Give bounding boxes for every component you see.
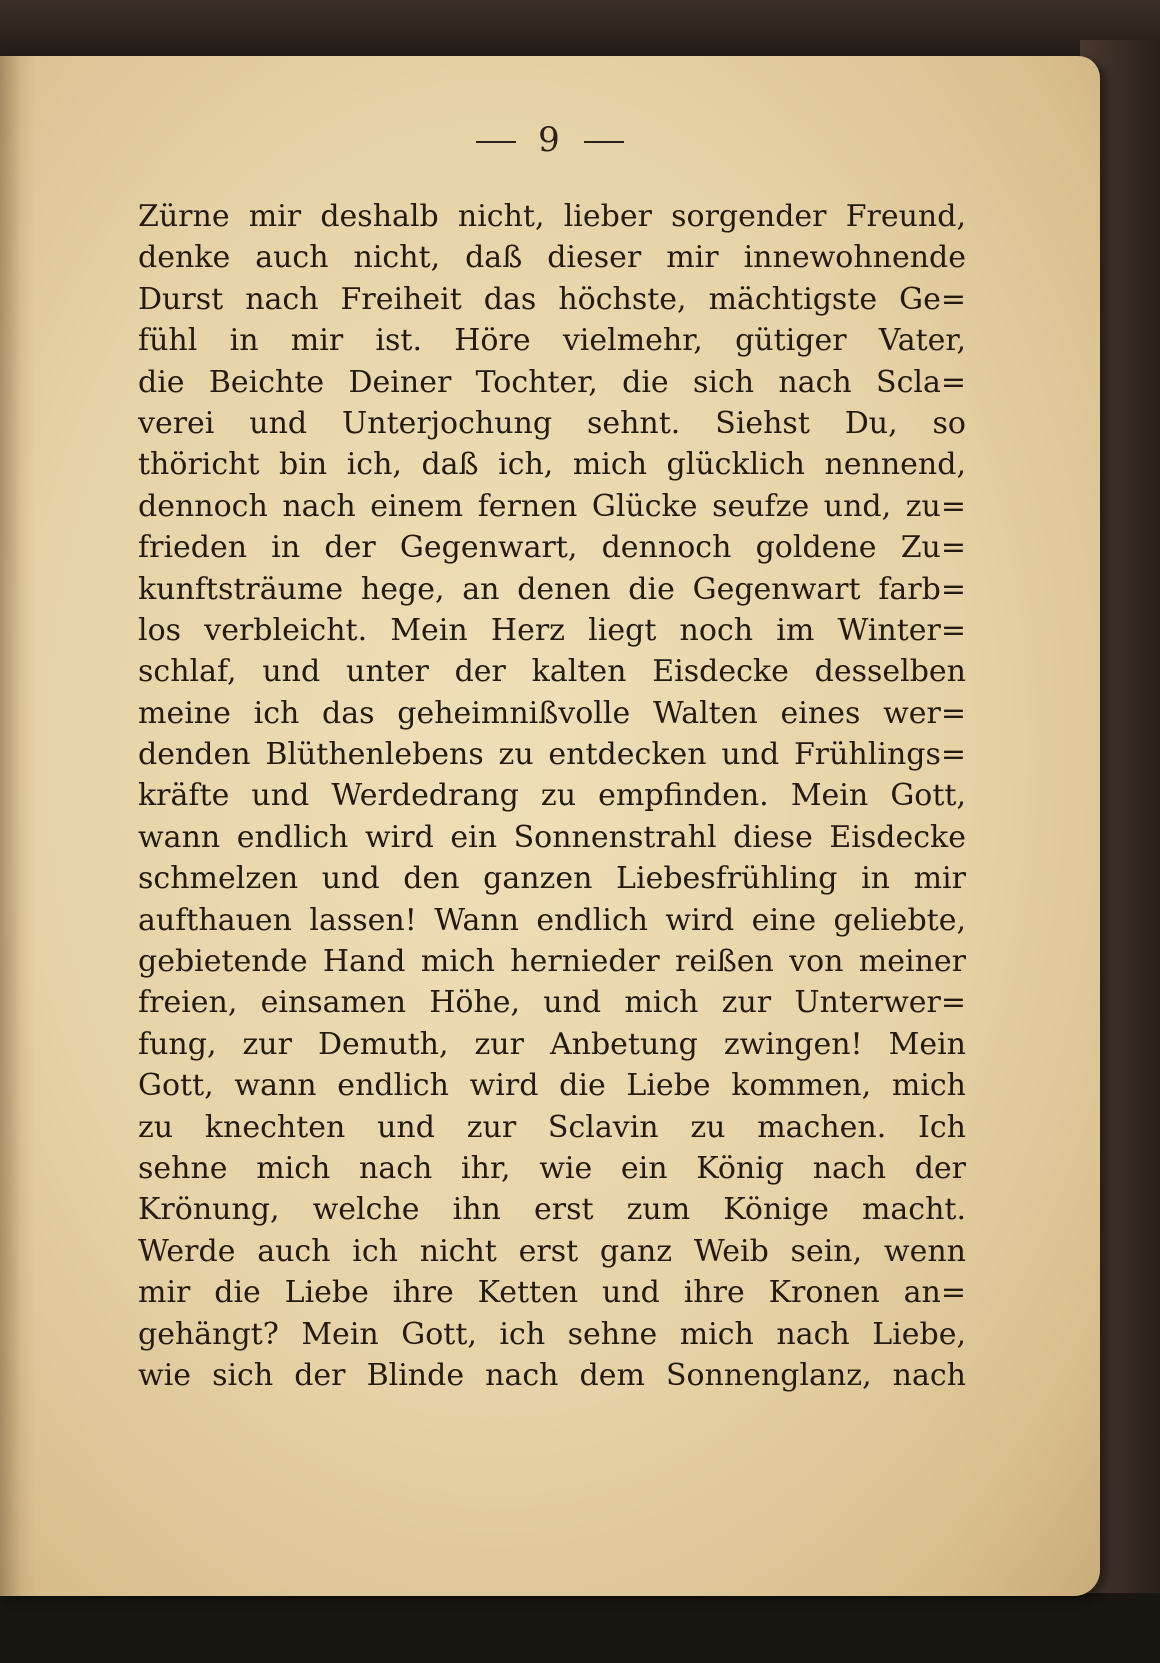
text-line: frieden in der Gegenwart, dennoch goldene Zu= bbox=[138, 530, 966, 566]
page-number: 9 bbox=[538, 120, 562, 160]
text-line: freien, einsamen Höhe, und mich zur Unterwer= bbox=[138, 985, 966, 1021]
page-number-header bbox=[0, 120, 1100, 160]
text-line: schlaf, und unter der kalten Eisdecke desselben bbox=[138, 654, 966, 690]
text-line: meine ich das geheimnißvolle Walten eines wer= bbox=[138, 695, 966, 731]
text-line: schmelzen und den ganzen Liebesfrühling in mir bbox=[138, 861, 966, 897]
paper-page bbox=[0, 56, 1100, 1596]
text-line: mir die Liebe ihre Ketten und ihre Kronen an= bbox=[138, 1275, 966, 1311]
text-line: die Beichte Deiner Tochter, die sich nach Scla= bbox=[138, 364, 966, 400]
text-line: dennoch nach einem fernen Glücke seufze und, zu= bbox=[138, 488, 966, 524]
text-line: denke auch nicht, daß dieser mir innewohnende bbox=[138, 240, 966, 276]
text-line: Zürne mir deshalb nicht, lieber sorgender Freund, bbox=[138, 199, 966, 234]
text-line: wie sich der Blinde nach dem Sonnenglanz, nach bbox=[138, 1357, 966, 1393]
text-line: denden Blüthenlebens zu entdecken und Frühlings= bbox=[138, 737, 966, 773]
text-line: los verbleicht. Mein Herz liegt noch im Winter= bbox=[138, 612, 966, 648]
text-line: kunftsträume hege, an denen die Gegenwart farb= bbox=[138, 571, 966, 607]
text-line: aufthauen lassen! Wann endlich wird eine geliebte, bbox=[138, 902, 966, 938]
text-line: Gott, wann endlich wird die Liebe kommen, mich bbox=[138, 1068, 966, 1104]
text-line: gehängt? Mein Gott, ich sehne mich nach Liebe, bbox=[138, 1316, 966, 1352]
text-line: Werde auch ich nicht erst ganz Weib sein, wenn bbox=[138, 1233, 966, 1269]
text-line: sehne mich nach ihr, wie ein König nach der bbox=[138, 1150, 966, 1186]
text-line: Durst nach Freiheit das höchste, mächtigste Ge= bbox=[138, 281, 966, 317]
book-cover-top-edge bbox=[0, 0, 1160, 62]
text-line: gebietende Hand mich hernieder reißen von meiner bbox=[138, 944, 966, 980]
text-line: fung, zur Demuth, zur Anbetung zwingen! Mein bbox=[138, 1026, 966, 1062]
text-line: kräfte und Werdedrang zu empfinden. Mein Gott, bbox=[138, 778, 966, 814]
text-line: Krönung, welche ihn erst zum Könige macht. bbox=[138, 1192, 966, 1228]
body-text bbox=[138, 196, 966, 1396]
text-line: verei und Unterjochung sehnt. Siehst Du, so bbox=[138, 405, 966, 441]
book-cover-bottom-edge bbox=[0, 1593, 1160, 1663]
page-gutter bbox=[0, 56, 36, 1596]
text-line: thöricht bin ich, daß ich, mich glücklich nennend, bbox=[138, 447, 966, 483]
dash-right bbox=[584, 141, 624, 143]
text-line: fühl in mir ist. Höre vielmehr, gütiger Vater, bbox=[138, 323, 966, 359]
dash-left bbox=[476, 141, 516, 143]
text-line: zu knechten und zur Sclavin zu machen. Ich bbox=[138, 1109, 966, 1145]
text-line: wann endlich wird ein Sonnenstrahl diese Eisdecke bbox=[138, 819, 966, 855]
